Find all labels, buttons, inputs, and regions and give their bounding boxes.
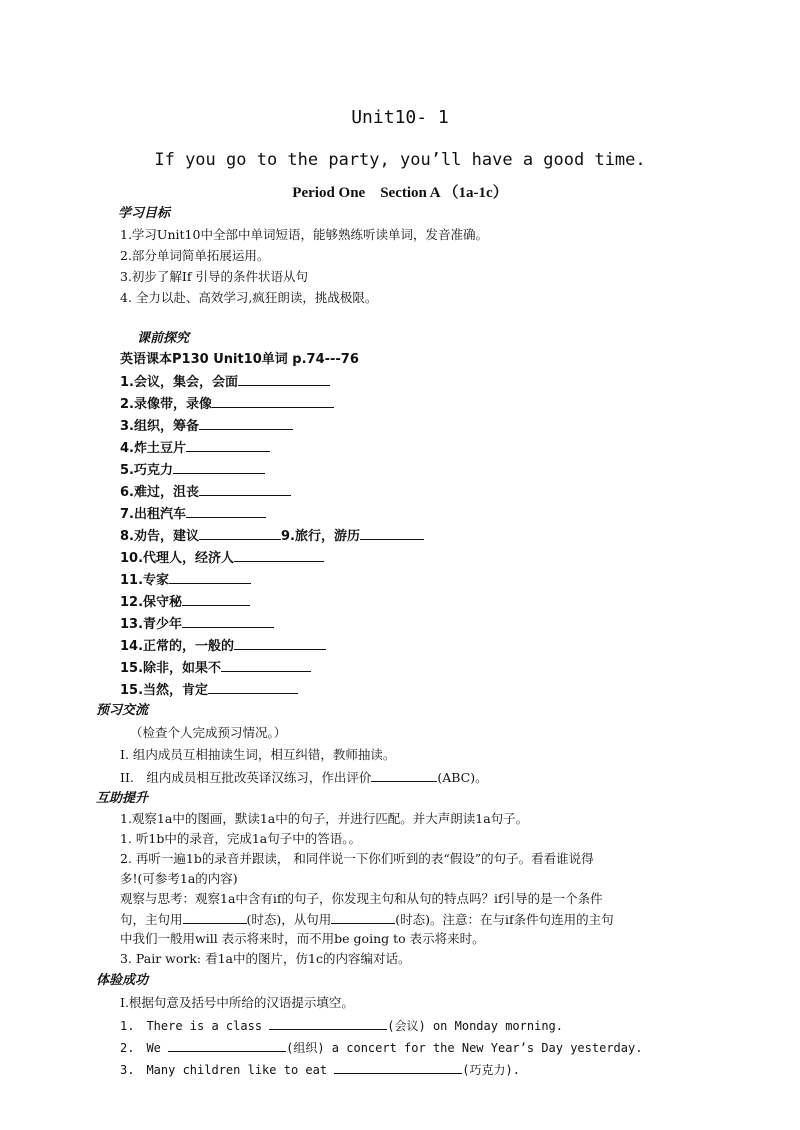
cooperate-line: 句，主句用 (时态)，从句用 (时态)。注意：在与if条件句连用的主句 [120,912,614,927]
answer-blank[interactable] [360,526,424,540]
cooperate-line: 观察与思考：观察1a中含有if的句子，你发现主句和从句的特点吗？if引导的是一个条件 [120,891,603,906]
vocab-item: 11.专家 [120,570,251,590]
answer-blank[interactable] [168,1038,286,1052]
answer-blank[interactable] [186,504,266,518]
cooperate-line: 2. 再听一遍1b的录音并跟读， 和同伴说一下你们听到的表“假设”的句子。看看谁说得 [120,851,594,866]
cooperate-line: 1. 听1b中的录音，完成1a句子中的答语。。 [120,831,362,846]
goal-item: 4. 全力以赴、高效学习,疯狂朗读，挑战极限。 [120,290,378,305]
practice-question-1: 1. There is a class (会议) on Monday morning. [120,1016,563,1035]
answer-blank[interactable] [169,570,251,584]
goal-item: 3.初步了解If 引导的条件状语从句 [120,269,308,284]
lesson-title: If you go to the party, you’ll have a good time. [154,150,646,170]
exchange-heading: 预习交流 [96,703,149,718]
vocab-item: 15.除非，如果不 [120,658,311,678]
answer-blank[interactable] [182,592,250,606]
vocab-item: 3.组织，筹备 [120,416,293,436]
cooperate-line: 1.观察1a中的图画，默读1a中的句子，并进行匹配。并大声朗读1a句子。 [120,811,529,826]
exchange-item-2: II. 组内成员相互批改英译汉练习，作出评价 (ABC)。 [120,770,488,785]
answer-blank[interactable] [234,548,324,562]
goal-item: 2.部分单词简单拓展运用。 [120,248,270,263]
practice-question-2: 2. We (组织) a concert for the New Year’s Day yesterday. [120,1038,642,1057]
practice-question-3: 3. Many children like to eat (巧克力). [120,1060,520,1079]
vocab-item: 15.当然，肯定 [120,680,298,700]
cooperate-line: 中我们一般用will 表示将来时，而不用be going to 表示将来时。 [120,931,485,946]
practice-heading: 体验成功 [96,973,149,988]
vocab-item: 7.出租汽车 [120,504,266,524]
exchange-note: （检查个人完成预习情况。） [130,725,287,740]
preview-heading: 课前探究 [137,331,190,346]
vocab-item: 4.炸土豆片 [120,438,270,458]
vocab-item: 6.难过，沮丧 [120,482,291,502]
answer-blank[interactable] [186,438,270,452]
answer-blank[interactable] [182,614,274,628]
answer-blank[interactable] [331,910,395,924]
answer-blank[interactable] [199,416,293,430]
vocab-item: 5.巧克力 [120,460,265,480]
goals-heading: 学习目标 [118,206,171,221]
answer-blank[interactable] [221,658,311,672]
answer-blank[interactable] [183,910,247,924]
answer-blank[interactable] [234,636,326,650]
vocab-item: 1.会议，集会，会面 [120,372,330,392]
goal-item: 1.学习Unit10中全部中单词短语，能够熟练听读单词，发音准确。 [120,227,488,242]
answer-blank[interactable] [269,1016,387,1030]
answer-blank[interactable] [199,526,281,540]
answer-blank[interactable] [371,768,437,782]
period-subtitle: Period One Section A （1a-1c） [292,185,508,201]
answer-blank[interactable] [199,482,291,496]
vocab-item: 13.青少年 [120,614,274,634]
answer-blank[interactable] [334,1060,462,1074]
vocab-item: 2.录像带，录像 [120,394,334,414]
answer-blank[interactable] [238,372,330,386]
vocab-item: 8.劝告，建议 9.旅行，游历 [120,526,424,546]
vocab-item: 14.正常的，一般的 [120,636,326,656]
exchange-item-1: I. 组内成员互相抽读生词，相互纠错，教师抽读。 [120,747,396,762]
answer-blank[interactable] [212,394,334,408]
answer-blank[interactable] [173,460,265,474]
vocab-item: 10.代理人，经济人 [120,548,324,568]
vocab-item: 12.保守秘 [120,592,250,612]
answer-blank[interactable] [208,680,298,694]
practice-intro: I.根据句意及括号中所给的汉语提示填空。 [120,995,354,1010]
unit-title: Unit10- 1 [351,107,449,128]
cooperate-line: 多!(可参考1a的内容) [120,871,238,886]
cooperate-heading: 互助提升 [96,791,149,806]
preview-source: 英语课本P130 Unit10单词 p.74---76 [120,352,359,367]
cooperate-line: 3. Pair work: 看1a中的图片，仿1c的内容编对话。 [120,951,411,966]
